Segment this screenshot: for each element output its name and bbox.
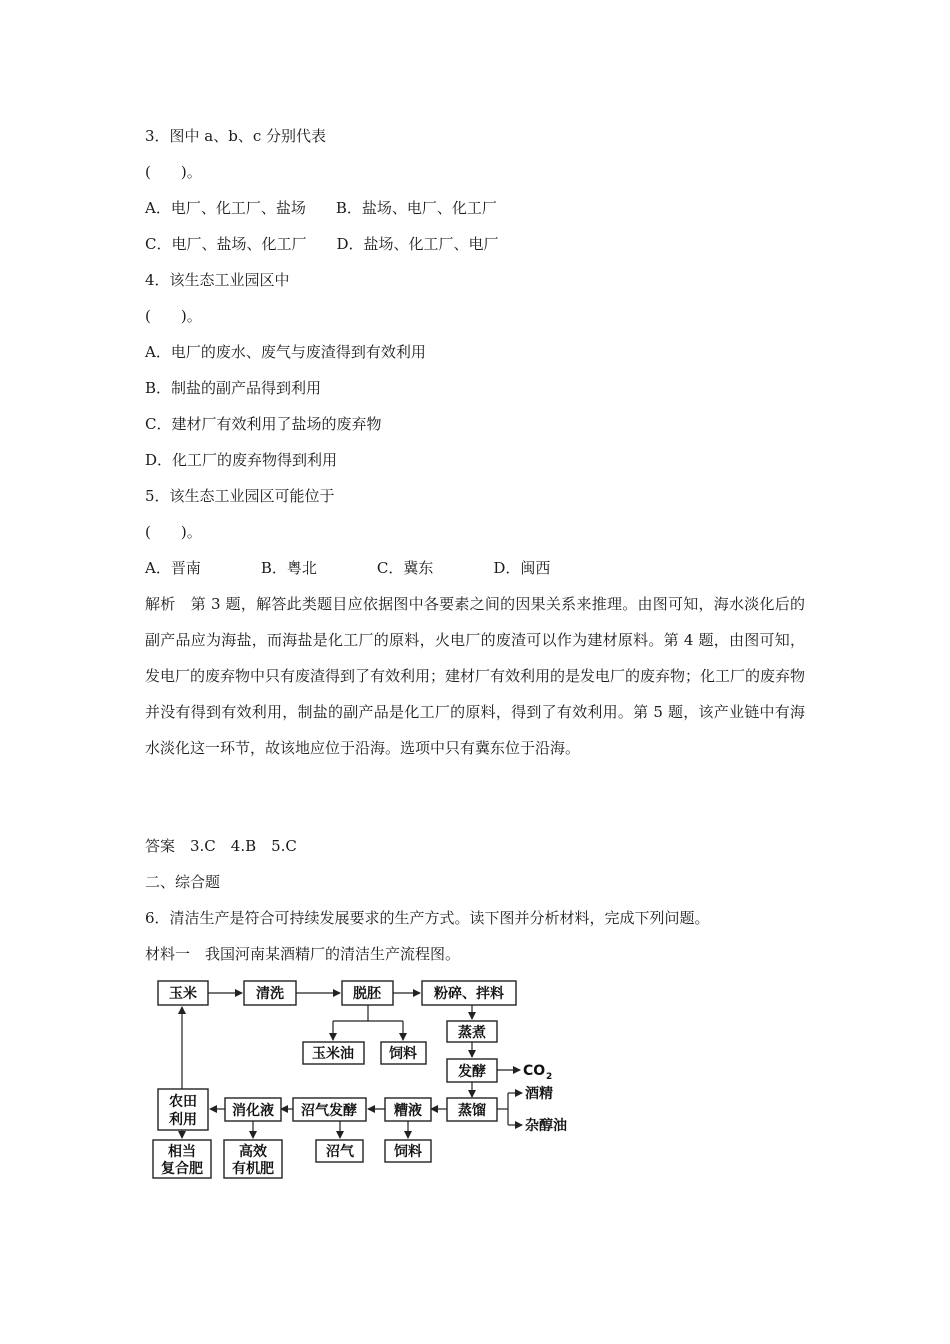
node-feed-2 [385, 1140, 431, 1162]
q5-blank: ( )。 [145, 523, 202, 541]
q3-stem: 3．图中 a、b、c 分别代表 [145, 127, 327, 145]
svg-text:粉碎、拌料: 粉碎、拌料 [434, 986, 504, 1002]
node-wash [244, 981, 296, 1005]
label-alcohol: 酒精 [525, 1086, 553, 1102]
node-digestate [225, 1098, 281, 1121]
node-organic-fertilizer [224, 1140, 282, 1178]
svg-text:利用: 利用 [169, 1112, 197, 1128]
node-feed-1 [381, 1042, 426, 1064]
q3-options-row1: A．电厂、化工厂、盐场 B．盐场、电厂、化工厂 [145, 199, 497, 217]
svg-text:蒸煮: 蒸煮 [458, 1025, 486, 1041]
svg-text:蒸馏: 蒸馏 [458, 1103, 486, 1119]
svg-text:高效: 高效 [239, 1144, 267, 1160]
svg-text:CO: CO [523, 1063, 546, 1079]
q4-blank: ( )。 [145, 307, 202, 325]
svg-text:消化液: 消化液 [232, 1103, 274, 1119]
svg-text:发酵: 发酵 [458, 1064, 486, 1080]
q5-options: A．晋南 B．粤北 C．冀东 D．闽西 [145, 559, 551, 577]
analysis-paragraph: 解析 第 3 题，解答此类题目应依据图中各要素之间的因果关系来推理。由图可知，海水淡化后的副产品应为海盐，而海盐是化工厂的原料，火电厂的废渣可以作为建材原料。第 4 题，由图可知，发电厂的废弃物中只有废渣得到了有效利用；建材厂有效利用的是发电厂的废弃物；化工厂的废弃物并没有得到有效利用，制盐的副产品是化工厂的原料，得到了有效利用。第 5 题，该产业链中有海水淡化这一环节，故该地应位于沿海。选项中只有冀东位于沿海。 [145, 595, 806, 757]
svg-text:相当: 相当 [168, 1144, 196, 1160]
node-ferment [447, 1059, 497, 1082]
node-cook [447, 1021, 497, 1042]
svg-text:清洗: 清洗 [256, 986, 284, 1002]
q6-stem: 6．清洁生产是符合可持续发展要求的生产方式。读下图并分析材料，完成下列问题。 [145, 909, 710, 927]
svg-text:糟液: 糟液 [394, 1103, 422, 1119]
section-title: 二、综合题 [145, 873, 221, 891]
q6-material1: 材料一 我国河南某酒精厂的清洁生产流程图。 [145, 945, 461, 963]
svg-text:饲料: 饲料 [389, 1046, 417, 1062]
node-crush-mix [422, 981, 516, 1005]
label-fusel-oil: 杂醇油 [525, 1118, 567, 1134]
q4-stem: 4．该生态工业园区中 [145, 271, 290, 289]
svg-text:复合肥: 复合肥 [161, 1161, 203, 1177]
node-corn-oil [303, 1042, 364, 1064]
svg-text:有机肥: 有机肥 [232, 1161, 274, 1177]
q4-option-d: D．化工厂的废弃物得到利用 [145, 451, 338, 469]
svg-text:沼气: 沼气 [326, 1144, 354, 1160]
node-distill [447, 1098, 497, 1121]
q4-option-b: B．制盐的副产品得到利用 [145, 379, 322, 397]
svg-text:玉米油: 玉米油 [312, 1046, 354, 1062]
q3-blank: ( )。 [145, 163, 202, 181]
svg-text:玉米: 玉米 [169, 986, 197, 1002]
node-stillage [385, 1098, 431, 1121]
svg-text:沼气发酵: 沼气发酵 [301, 1103, 357, 1119]
svg-text:2: 2 [546, 1072, 553, 1082]
svg-text:饲料: 饲料 [394, 1144, 422, 1160]
node-corn [158, 981, 208, 1005]
node-biogas-ferment [293, 1098, 366, 1121]
q3-options-row2: C．电厂、盐场、化工厂 D．盐场、化工厂、电厂 [145, 235, 499, 253]
svg-text:农田: 农田 [169, 1094, 197, 1110]
node-compound-fertilizer [153, 1140, 211, 1178]
q4-option-a: A．电厂的废水、废气与废渣得到有效利用 [145, 343, 426, 361]
q4-option-c: C．建材厂有效利用了盐场的废弃物 [145, 415, 382, 433]
node-biogas [316, 1140, 363, 1162]
label-co2 [523, 1063, 552, 1082]
svg-text:脱胚: 脱胚 [353, 986, 381, 1002]
answer-line: 答案 3.C 4.B 5.C [145, 837, 297, 855]
q5-stem: 5．该生态工业园区可能位于 [145, 487, 335, 505]
flowchart [150, 975, 590, 1185]
node-degerm [342, 981, 393, 1005]
node-farm-use [158, 1089, 208, 1130]
